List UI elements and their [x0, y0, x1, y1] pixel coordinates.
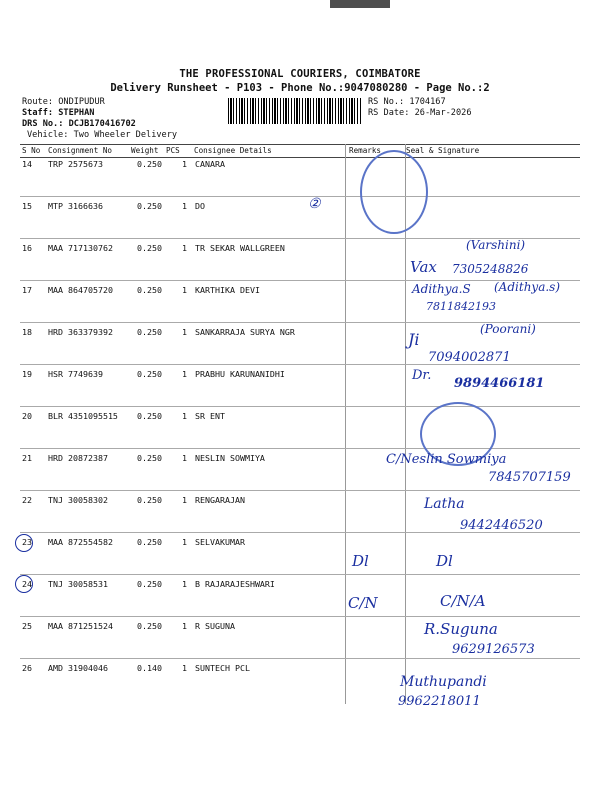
table-row [20, 663, 580, 703]
row-consignment: BLR 4351095515 [48, 411, 118, 421]
hw-r23-sig: Dl [436, 552, 453, 570]
row-sno: 18 [22, 327, 32, 337]
row-weight: 0.250 [137, 285, 162, 295]
row-pcs: 1 [182, 159, 187, 169]
staff-value: STEPHAN [58, 108, 95, 118]
drs-label: DRS No.: [22, 119, 64, 129]
row-pcs: 1 [182, 201, 187, 211]
company-stamp [360, 150, 428, 234]
col-sno: S No [22, 146, 41, 155]
row-consignee: R SUGUNA [195, 621, 235, 631]
rs-date-line [368, 108, 472, 118]
table-row [20, 411, 580, 451]
staff-label: Staff: [22, 108, 54, 118]
row-pcs: 1 [182, 579, 187, 589]
hw-r18-phone: 7094002871 [428, 350, 511, 365]
row-sno: 19 [22, 369, 32, 379]
route-line [22, 97, 105, 107]
row-weight: 0.140 [137, 663, 162, 673]
row-weight: 0.250 [137, 537, 162, 547]
row-consignment: TNJ 30058302 [48, 495, 108, 505]
row-consignment: AMD 31904046 [48, 663, 108, 673]
row-consignment: TRP 2575673 [48, 159, 103, 169]
row-consignee: SR ENT [195, 411, 225, 421]
row-pcs: 1 [182, 495, 187, 505]
row-weight: 0.250 [137, 453, 162, 463]
row-consignee: RENGARAJAN [195, 495, 245, 505]
row-consignment: MTP 3166636 [48, 201, 103, 211]
hw-r16-phone: 7305248826 [452, 262, 529, 276]
row-consignment: TNJ 30058531 [48, 579, 108, 589]
table-row [20, 201, 580, 241]
row-consignee: SELVAKUMAR [195, 537, 245, 547]
hw-r24-sig: C/N/A [440, 592, 486, 610]
row-consignee: TR SEKAR WALLGREEN [195, 243, 285, 253]
hw-r16-sig: Vax [410, 258, 437, 276]
row-consignment: MAA 864705720 [48, 285, 113, 295]
row-pcs: 1 [182, 369, 187, 379]
col-seal: Seal & Signature [406, 146, 480, 155]
row-consignee: B RAJARAJESHWARI [195, 579, 275, 589]
table-row [20, 159, 580, 199]
rs-date-label: RS Date: [368, 108, 410, 118]
row-sno: 22 [22, 495, 32, 505]
staff-line [22, 108, 94, 118]
row-pcs: 1 [182, 285, 187, 295]
table-row [20, 579, 580, 619]
row-consignment: MAA 717130762 [48, 243, 113, 253]
row-pcs: 1 [182, 453, 187, 463]
col-consignment: Consignment No [48, 146, 113, 155]
row-sno: 23 [22, 537, 32, 547]
row-sno: 17 [22, 285, 32, 295]
hw-r26-phone: 9962218011 [398, 694, 481, 709]
row-pcs: 1 [182, 663, 187, 673]
row-divider [20, 490, 580, 491]
row-consignee: PRABHU KARUNANIDHI [195, 369, 285, 379]
row-sno: 15 [22, 201, 32, 211]
row-sno: 14 [22, 159, 32, 169]
row-sno: 21 [22, 453, 32, 463]
row-weight: 0.250 [137, 369, 162, 379]
row-weight: 0.250 [137, 327, 162, 337]
row-sno: 24 [22, 579, 32, 589]
scan-artifact [330, 0, 390, 8]
hw-r26-sig: Muthupandi [400, 674, 487, 690]
row-weight: 0.250 [137, 621, 162, 631]
route-label: Route: [22, 97, 54, 107]
runsheet-subtitle: Delivery Runsheet - P103 - Phone No.:9047080280 - Page No.:2 [110, 82, 490, 94]
hw-circle-24 [15, 575, 33, 593]
route-value: ONDIPUDUR [58, 97, 105, 107]
row-pcs: 1 [182, 411, 187, 421]
hw-r24-remark: C/N [348, 594, 378, 612]
col-pcs: PCS [166, 146, 180, 155]
row-consignee: NESLIN SOWMIYA [195, 453, 265, 463]
row-weight: 0.250 [137, 243, 162, 253]
row-divider [20, 406, 580, 407]
hw-r22-sig: Latha [424, 496, 465, 512]
row-pcs: 1 [182, 327, 187, 337]
vehicle-line [27, 130, 177, 140]
hw-r22-phone: 9442446520 [460, 518, 543, 533]
rs-no-line [368, 97, 446, 107]
drs-line [22, 119, 136, 129]
hw-r21-phone: 7845707159 [488, 470, 571, 485]
col-consignee: Consignee Details [194, 146, 272, 155]
row-sno: 16 [22, 243, 32, 253]
hw-r17-name: (Adithya.s) [494, 280, 561, 294]
row-consignee: SUNTECH PCL [195, 663, 250, 673]
row-weight: 0.250 [137, 201, 162, 211]
company-title: THE PROFESSIONAL COURIERS, COIMBATORE [179, 68, 421, 80]
hw-mark-15: ② [308, 196, 321, 212]
row-sno: 26 [22, 663, 32, 673]
col-weight: Weight [131, 146, 159, 155]
drs-value: DCJB170416702 [68, 119, 136, 129]
row-consignment: HSR 7749639 [48, 369, 103, 379]
hw-r16-name: (Varshini) [466, 238, 526, 252]
row-consignee: KARTHIKA DEVI [195, 285, 260, 295]
row-weight: 0.250 [137, 411, 162, 421]
vehicle-label: Vehicle: [27, 130, 69, 140]
row-pcs: 1 [182, 243, 187, 253]
row-consignment: HRD 20872387 [48, 453, 108, 463]
rs-date-value: 26-Mar-2026 [414, 108, 472, 118]
row-consignee: SANKARRAJA SURYA NGR [195, 327, 295, 337]
hw-r19-phone: 9894466181 [454, 376, 545, 391]
hw-r18-name: (Poorani) [480, 322, 536, 336]
hw-r25-phone: 9629126573 [452, 642, 535, 657]
hw-r23-remark: Dl [352, 552, 369, 570]
rs-no-value: 1704167 [409, 97, 446, 107]
row-divider [20, 658, 580, 659]
hw-r19-sig: Dr. [412, 368, 432, 383]
row-consignment: HRD 363379392 [48, 327, 113, 337]
vehicle-value: Two Wheeler Delivery [73, 130, 178, 140]
row-divider [20, 574, 580, 575]
hw-r18-sig: Ji [408, 330, 420, 349]
row-weight: 0.250 [137, 579, 162, 589]
row-divider [20, 196, 580, 197]
row-consignment: MAA 872554582 [48, 537, 113, 547]
row-pcs: 1 [182, 621, 187, 631]
barcode [228, 98, 362, 124]
table-header [20, 144, 580, 158]
row-consignee: DO [195, 201, 205, 211]
row-divider [20, 616, 580, 617]
hw-r21-sig: C/Neslin Sowmiya [386, 452, 507, 467]
hw-r17-phone: 7811842193 [426, 300, 496, 313]
row-pcs: 1 [182, 537, 187, 547]
row-sno: 25 [22, 621, 32, 631]
hw-circle-23 [15, 534, 33, 552]
hw-r17-sig: Adithya.S [412, 282, 471, 296]
row-consignee: CANARA [195, 159, 225, 169]
row-sno: 20 [22, 411, 32, 421]
row-weight: 0.250 [137, 159, 162, 169]
row-divider [20, 448, 580, 449]
table-row [20, 537, 580, 577]
rs-no-label: RS No.: [368, 97, 405, 107]
hw-r25-sig: R.Suguna [424, 620, 498, 638]
col-remarks: Remarks [349, 146, 382, 155]
row-weight: 0.250 [137, 495, 162, 505]
row-consignment: MAA 871251524 [48, 621, 113, 631]
